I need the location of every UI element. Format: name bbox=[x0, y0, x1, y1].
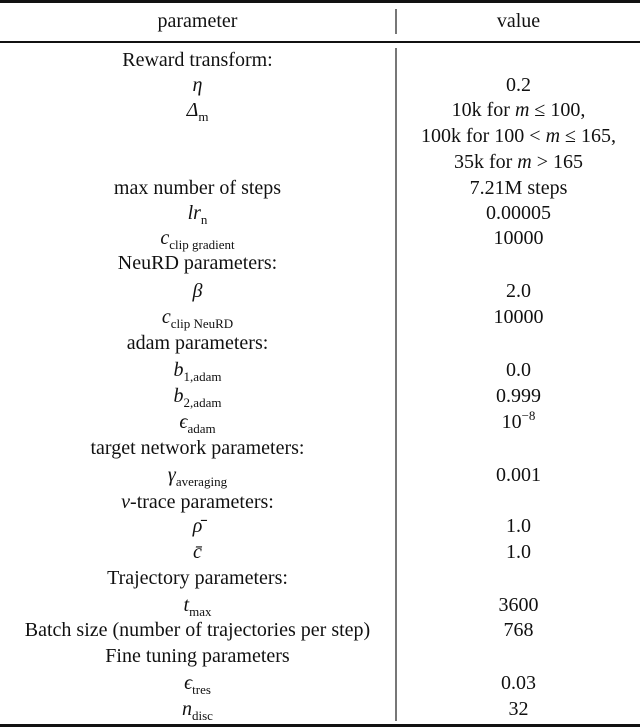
parameter-cell: c̄ bbox=[193, 541, 202, 563]
parameter-cell: v-trace parameters: bbox=[121, 491, 274, 513]
parameter-cell: $\epsilon_{tres}$ bbox=[184, 672, 211, 697]
bottom-rule bbox=[0, 724, 640, 727]
parameter-cell: adam parameters: bbox=[126, 332, 269, 354]
value-cell: 1.0 bbox=[506, 515, 531, 537]
value-cell: 0.2 bbox=[506, 74, 531, 96]
parameter-cell: $b_{1,adam}$ bbox=[173, 359, 222, 384]
value-cell: 35k for m > 165 bbox=[453, 151, 584, 173]
value-cell: 0.00005 bbox=[486, 202, 551, 224]
parameter-cell: Batch size (number of trajectories per step) bbox=[24, 619, 371, 641]
value-cell: 10k for m ≤ 100, bbox=[451, 99, 586, 121]
parameter-cell: $\gamma_{averaging}$ bbox=[167, 464, 228, 489]
header-parameter: parameter bbox=[157, 10, 238, 32]
parameter-cell: $b_{2,adam}$ bbox=[173, 385, 222, 410]
value-cell: 7.21M steps bbox=[469, 177, 568, 199]
parameter-cell: $c_{clip NeuRD}$ bbox=[161, 306, 234, 331]
value-cell: 10000 bbox=[493, 227, 544, 249]
parameter-cell: $c_{clip gradient}$ bbox=[160, 227, 235, 252]
value-cell: 768 bbox=[503, 619, 534, 641]
value-cell: 100k for 100 < m ≤ 165, bbox=[420, 125, 617, 147]
value-cell: 10000 bbox=[493, 306, 544, 328]
parameter-cell: $n_{disc}$ bbox=[182, 698, 213, 723]
parameter-cell: NeuRD parameters: bbox=[117, 252, 278, 274]
parameter-cell: $\Delta_m$ bbox=[186, 99, 209, 124]
value-cell: 0.001 bbox=[496, 464, 541, 486]
header-rule bbox=[0, 41, 640, 43]
top-rule bbox=[0, 0, 640, 3]
parameter-cell: $t_{max}$ bbox=[183, 594, 212, 619]
value-cell: 1.0 bbox=[506, 541, 531, 563]
parameter-cell: Fine tuning parameters bbox=[105, 645, 290, 667]
parameter-cell: max number of steps bbox=[113, 177, 282, 199]
value-cell: 0.0 bbox=[506, 359, 531, 381]
parameter-cell: β bbox=[192, 280, 203, 302]
parameter-cell: η bbox=[192, 74, 203, 96]
parameter-cell: $lr_n$ bbox=[187, 202, 208, 227]
parameter-cell: Trajectory parameters: bbox=[107, 567, 288, 589]
value-cell: 32 bbox=[508, 698, 529, 720]
parameter-cell: ρ̄ bbox=[192, 515, 203, 537]
value-cell: 0.03 bbox=[501, 672, 536, 694]
value-cell: 3600 bbox=[498, 594, 539, 616]
value-cell: 0.999 bbox=[496, 385, 541, 407]
value-cell: $10^{-8}$ bbox=[501, 408, 536, 433]
parameter-cell: $\epsilon_{adam}$ bbox=[179, 411, 216, 436]
parameter-cell: Reward transform: bbox=[122, 49, 273, 71]
value-cell: 2.0 bbox=[506, 280, 531, 302]
parameter-cell: target network parameters: bbox=[90, 437, 305, 459]
header-value: value bbox=[496, 10, 541, 32]
